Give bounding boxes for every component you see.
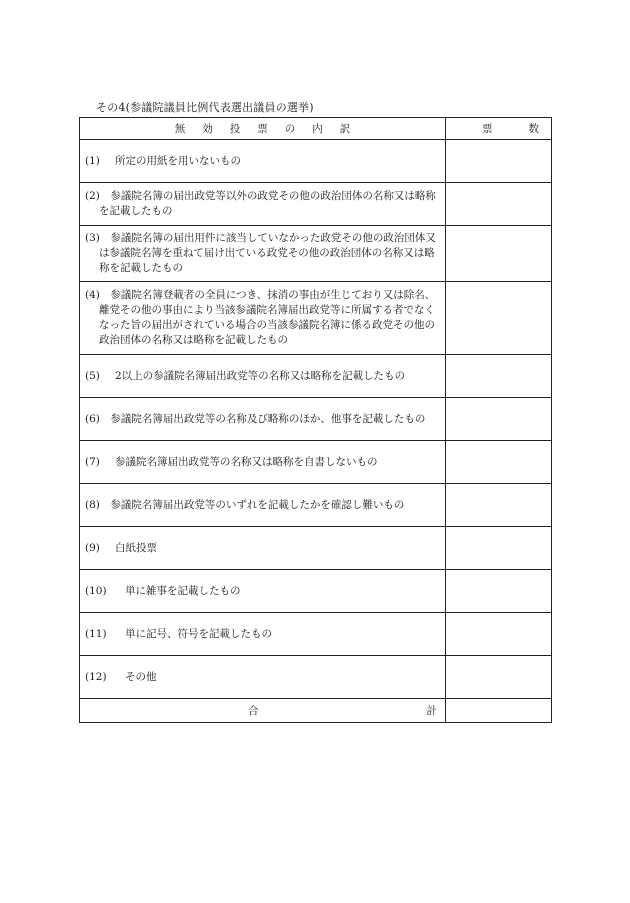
- row-text: 所定の用紙を用いないもの: [115, 154, 241, 167]
- total-label: 合計: [248, 705, 605, 717]
- row-number: (8): [85, 498, 100, 511]
- row-text: 参議院名簿届出政党等の名称及び略称のほか、他事を記載したもの: [110, 412, 426, 425]
- header-count-label: 票数: [482, 123, 575, 135]
- invalid-votes-table: [79, 117, 605, 723]
- header-count: [446, 118, 575, 140]
- table-row: [80, 570, 552, 613]
- row-count-cell[interactable]: [446, 282, 552, 355]
- row-number: (12): [85, 670, 107, 683]
- row-count-cell[interactable]: [446, 484, 552, 527]
- row-number: (11): [85, 627, 107, 640]
- table-row: [80, 613, 552, 656]
- row-description: [80, 282, 446, 355]
- row-number: (3): [85, 232, 100, 244]
- row-description: [80, 226, 446, 282]
- document-caption: その4(参議院議員比例代表選出議員の選挙): [96, 101, 314, 114]
- table-row: [80, 183, 552, 226]
- row-count-cell[interactable]: [446, 527, 552, 570]
- table-row: [80, 484, 552, 527]
- row-number: (4): [85, 289, 100, 301]
- row-text: 2以上の参議院名簿届出政党等の名称又は略称を記載したもの: [115, 369, 406, 382]
- row-count-cell[interactable]: [446, 570, 552, 613]
- row-count-cell[interactable]: [446, 441, 552, 484]
- row-description: [80, 398, 446, 441]
- row-description: [80, 183, 446, 226]
- row-number: (9): [85, 541, 100, 554]
- table-row: [80, 282, 552, 355]
- row-count-cell[interactable]: [446, 613, 552, 656]
- row-count-cell[interactable]: [446, 183, 552, 226]
- row-text: 参議院名簿の届出用件に該当していなかった政党その他の政治団体又は参議院名簿を重ねて届け出ている政党その他の政治団体の名称又は略称を記載したもの: [99, 232, 436, 274]
- row-number: (10): [85, 584, 107, 597]
- table-header-row: [80, 118, 552, 140]
- total-label-cell: [80, 699, 605, 723]
- row-count-cell[interactable]: [446, 656, 552, 699]
- table-row: [80, 398, 552, 441]
- row-count-cell[interactable]: [446, 398, 552, 441]
- row-number: (6): [85, 412, 100, 425]
- row-number: (2): [85, 190, 100, 202]
- row-description: [80, 441, 446, 484]
- header-description-label: 無効投票の内訳: [174, 123, 368, 135]
- row-description: [80, 656, 446, 699]
- row-description: [80, 355, 446, 398]
- row-description: [80, 570, 446, 613]
- row-text: 参議院名簿届出政党等の名称又は略称を自書しないもの: [115, 455, 378, 468]
- row-number: (1): [85, 154, 100, 167]
- table-row: [80, 656, 552, 699]
- row-text: 単に雑事を記載したもの: [125, 584, 241, 597]
- row-text: 白紙投票: [115, 541, 157, 554]
- row-description: [80, 140, 446, 183]
- row-description: [80, 613, 446, 656]
- row-text: 参議院名簿の届出政党等以外の政党その他の政治団体の名称又は略称を記載したもの: [99, 190, 436, 217]
- row-count-cell[interactable]: [446, 355, 552, 398]
- header-description: [80, 118, 446, 140]
- table-row: [80, 140, 552, 183]
- row-text: 参議院名簿登載者の全員につき、抹消の事由が生じており又は除名、離党その他の事由により当該参議院名簿届出政党等に所属する者でなくなった旨の届出がされている場合の当該参議院名簿に係る政党その他の政治団体の名称又は略称を記載したもの: [99, 289, 436, 346]
- row-description: [80, 527, 446, 570]
- row-text: 単に記号、符号を記載したもの: [125, 627, 272, 640]
- table-row: [80, 441, 552, 484]
- row-count-cell[interactable]: [446, 226, 552, 282]
- row-number: (7): [85, 455, 100, 468]
- row-text: 参議院名簿届出政党等のいずれを記載したかを確認し難いもの: [110, 498, 405, 511]
- row-number: (5): [85, 369, 100, 382]
- row-description: [80, 484, 446, 527]
- row-text: その他: [125, 670, 157, 683]
- table-row: [80, 355, 552, 398]
- row-count-cell[interactable]: [446, 140, 552, 183]
- total-row: [80, 699, 552, 723]
- table-row: [80, 226, 552, 282]
- table-row: [80, 527, 552, 570]
